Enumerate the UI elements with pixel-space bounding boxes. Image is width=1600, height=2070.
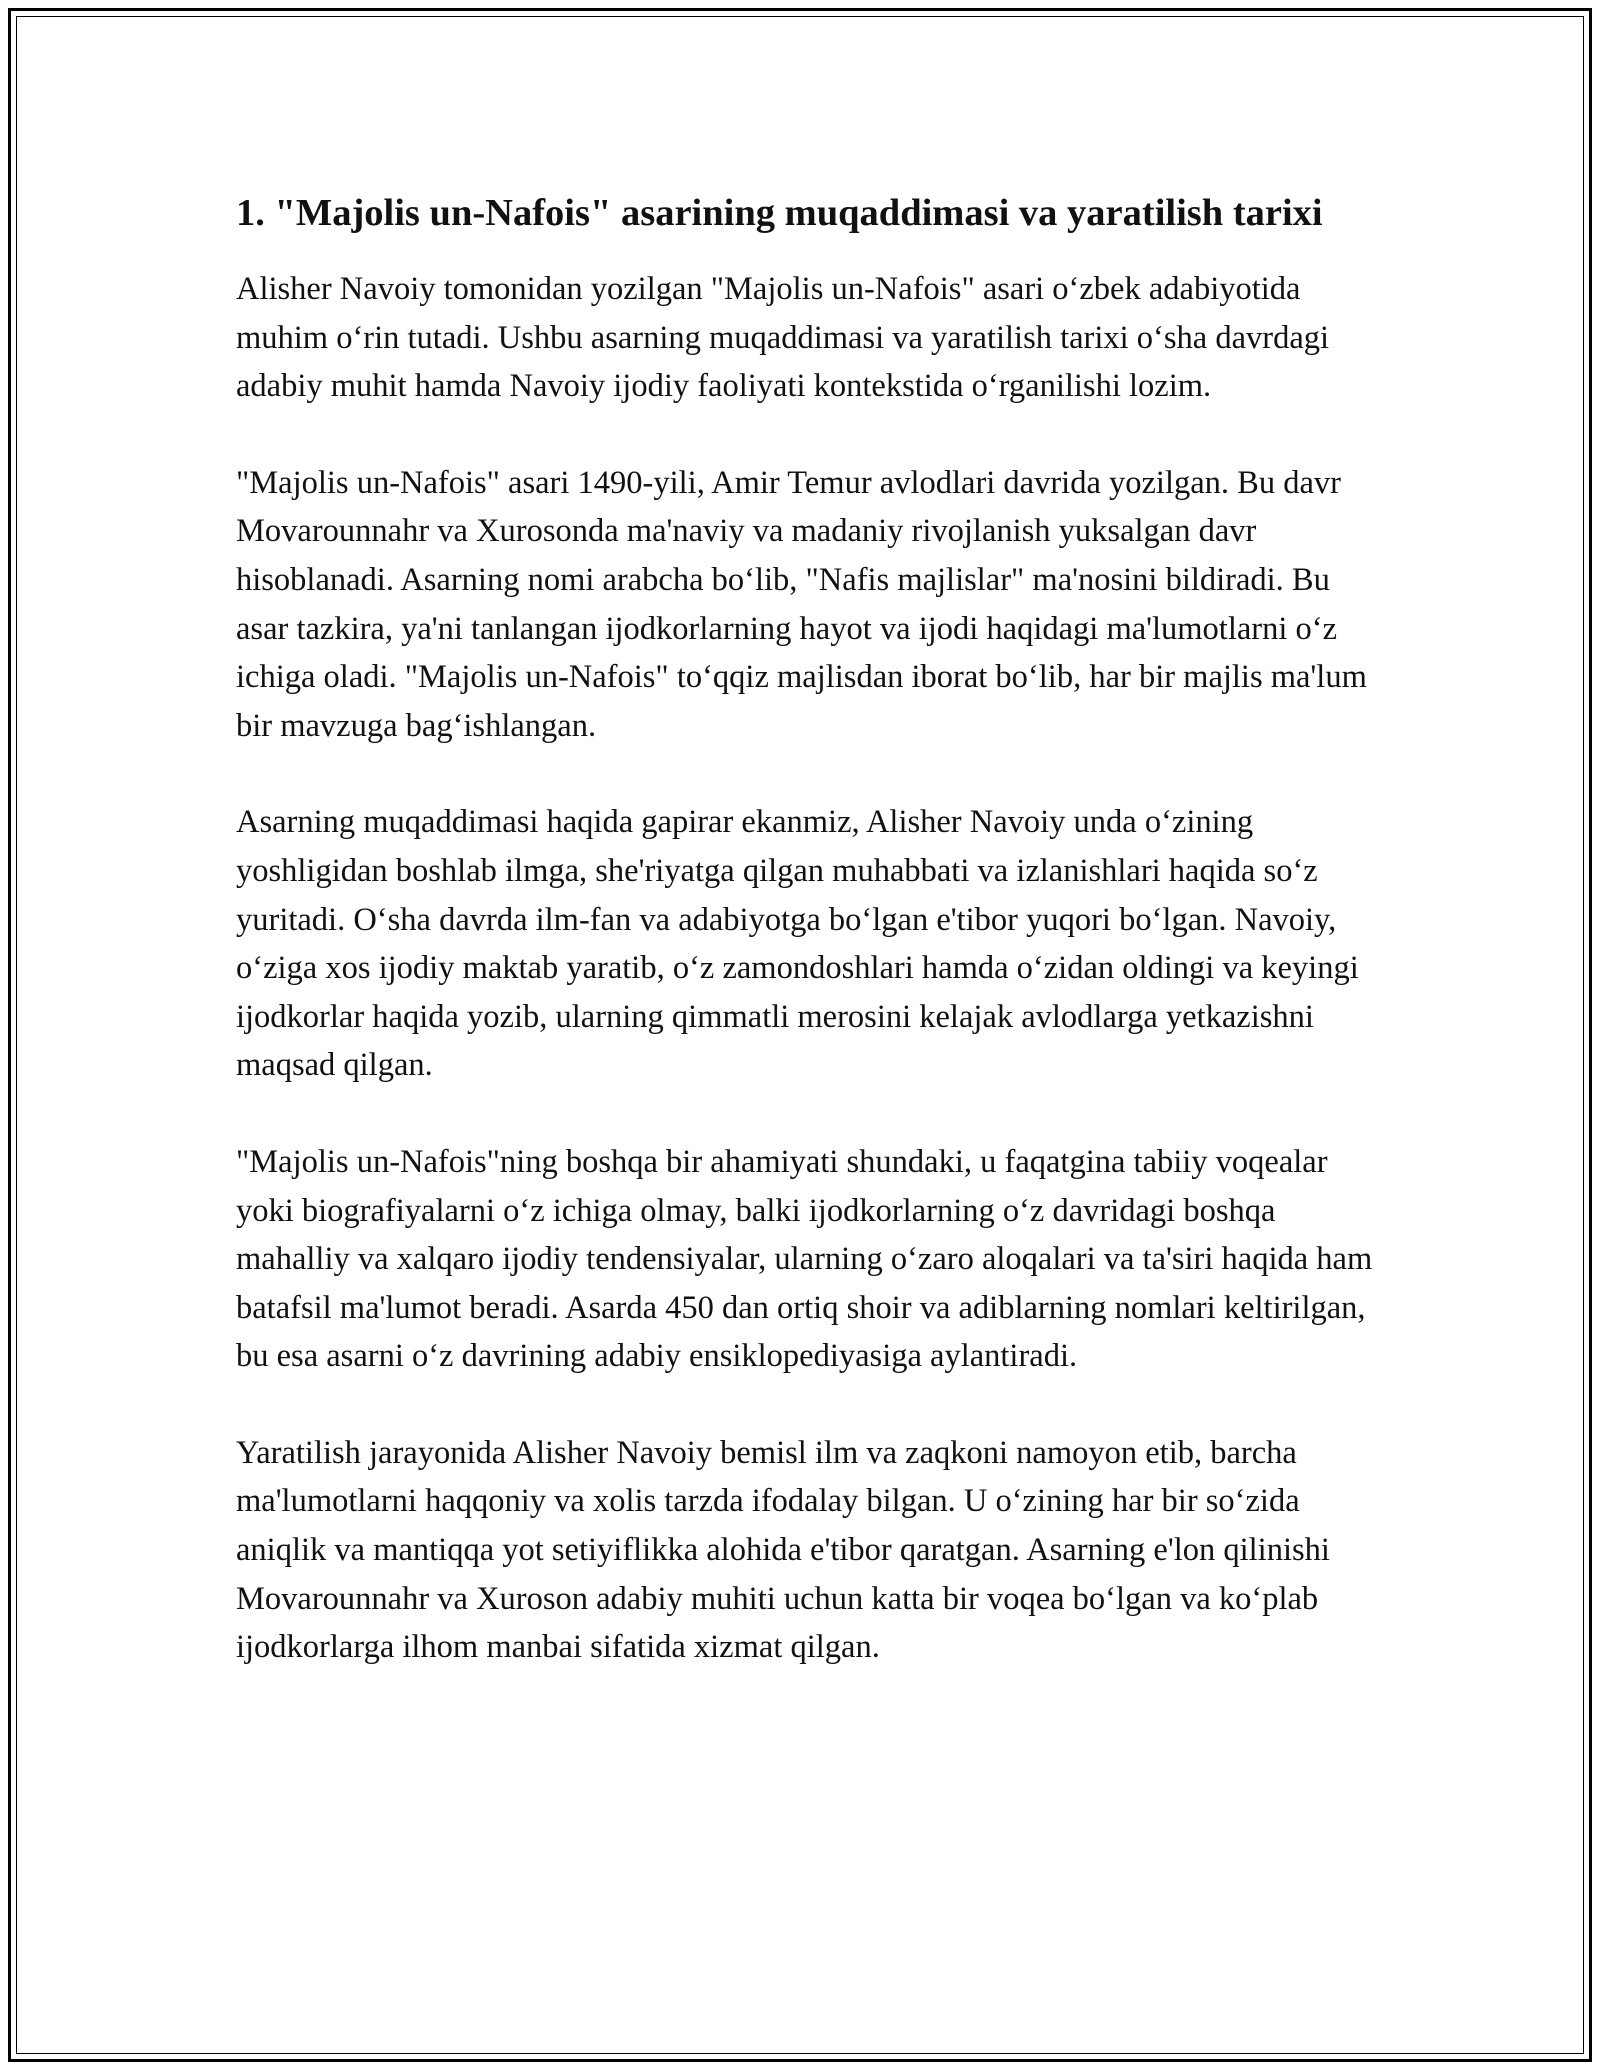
section-title: 1. "Majolis un-Nafois" asarining muqaddimasi va yaratilish tarixi: [236, 192, 1323, 234]
paragraph-significance: "Majolis un-Nafois"ning boshqa bir ahamiyati shundaki, u faqatgina tabiiy voqealar yoki biografiyalarni o‘z ichiga olmay, balki ijodkorlarning o‘z davridagi boshqa mahalliy va xalqaro ijodiy tendensiyalar, ularning o‘zaro aloqalari va ta'siri haqida ham batafsil ma'lumot beradi. Asarda 450 dan ortiq shoir va adiblarning nomlari keltirilgan, bu esa asarni o‘z davrining adabiy ensiklopediyasiga aylantiradi.: [236, 1143, 1373, 1375]
paragraph-preface: Asarning muqaddimasi haqida gapirar ekanmiz, Alisher Navoiy unda o‘zining yoshligidan boshlab ilmga, she'riyatga qilgan muhabbati va izlanishlari haqida so‘z yuritadi. O‘sha davrda ilm-fan va adabiyotga bo‘lgan e'tibor yuqori bo‘lgan. Navoiy, o‘ziga xos ijodiy maktab yaratib, o‘z zamondoshlari hamda o‘zidan oldingi va keyingi ijodkorlar haqida yozib, ularning qimmatli merosini kelajak avlodlarga yetkazishni maqsad qilgan.: [236, 804, 1359, 1084]
document-body: [236, 186, 1378, 1672]
paragraph-creation: Yaratilish jarayonida Alisher Navoiy bemisl ilm va zaqkoni namoyon etib, barcha ma'lumotlarni haqqoniy va xolis tarzda ifodalay bilgan. U o‘zining har bir so‘zida aniqlik va mantiqqa yot setiyiflikka alohida e'tibor qaratgan. Asarning e'lon qilinishi Movarounnahr va Xuroson adabiy muhiti uchun katta bir voqea bo‘lgan va ko‘plab ijodkorlarga ilhom manbai sifatida xizmat qilgan.: [236, 1434, 1330, 1666]
paragraph-history: "Majolis un-Nafois" asari 1490-yili, Amir Temur avlodlari davrida yozilgan. Bu davr Movarounnahr va Xurosonda ma'naviy va madaniy rivojlanish yuksalgan davr hisoblanadi. Asarning nomi arabcha bo‘lib, "Nafis majlislar" ma'nosini bildiradi. Bu asar tazkira, ya'ni tanlangan ijodkorlarning hayot va ijodi haqidagi ma'lumotlarni o‘z ichiga oladi. "Majolis un-Nafois" to‘qqiz majlisdan iborat bo‘lib, har bir majlis ma'lum bir mavzuga bag‘ishlangan.: [236, 464, 1367, 744]
paragraph-intro: Alisher Navoiy tomonidan yozilgan "Majolis un-Nafois" asari o‘zbek adabiyotida muhim o‘rin tutadi. Ushbu asarning muqaddimasi va yaratilish tarixi o‘sha davrdagi adabiy muhit hamda Navoiy ijodiy faoliyati kontekstida o‘rganilishi lozim.: [236, 271, 1330, 405]
